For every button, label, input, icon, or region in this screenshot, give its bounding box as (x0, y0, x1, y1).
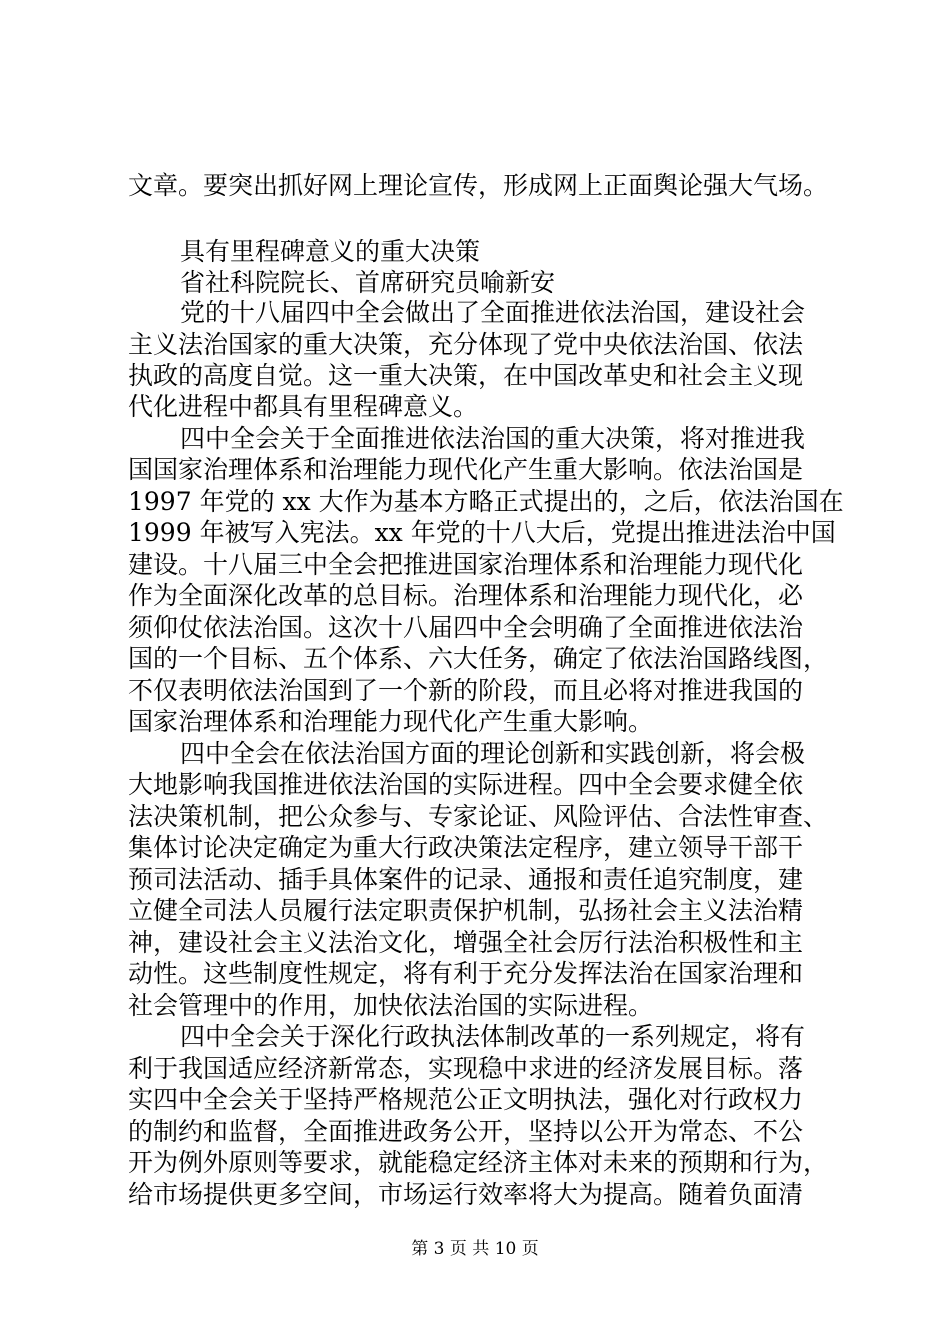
text-line: 四中全会关于全面推进依法治国的重大决策，将对推进我 (180, 424, 806, 453)
text-line: 国的一个目标、五个体系、六大任务，确定了依法治国路线图， (128, 644, 829, 673)
article-title: 具有里程碑意义的重大决策 (180, 237, 481, 266)
text-line: 文章。要突出抓好网上理论宣传，形成网上正面舆论强大气场。 (128, 171, 829, 200)
text-line: 作为全面深化改革的总目标。治理体系和治理能力现代化，必 (128, 581, 804, 610)
page-number-footer: 第 3 页 共 10 页 (411, 1239, 539, 1259)
text-line: 利于我国适应经济新常态，实现稳中求进的经济发展目标。落 (128, 1054, 804, 1083)
text-line: 法决策机制，把公众参与、专家论证、风险评估、合法性审查、 (128, 802, 829, 831)
text-line: 须仰仗依法治国。这次十八届四中全会明确了全面推进依法治 (128, 613, 804, 642)
text-line: 动性。这些制度性规定，将有利于充分发挥法治在国家治理和 (128, 959, 804, 988)
article-author: 省社科院院长、首席研究员喻新安 (180, 268, 556, 297)
text-line: 主义法治国家的重大决策，充分体现了党中央依法治国、依法 (128, 330, 804, 359)
text-line: 不仅表明依法治国到了一个新的阶段，而且必将对推进我国的 (128, 676, 804, 705)
text-line: 四中全会关于深化行政执法体制改革的一系列规定，将有 (180, 1022, 806, 1051)
text-line: 国家治理体系和治理能力现代化产生重大影响。 (128, 707, 654, 736)
text-line: 立健全司法人员履行法定职责保护机制，弘扬社会主义法治精 (128, 896, 804, 925)
text-line: 党的十八届四中全会做出了全面推进依法治国，建设社会 (180, 298, 806, 327)
text-line: 1997 年党的 xx 大作为基本方略正式提出的，之后，依法治国在 (128, 487, 844, 516)
text-line: 集体讨论决定确定为重大行政决策法定程序，建立领导干部干 (128, 833, 804, 862)
text-line: 神，建设社会主义法治文化，增强全社会厉行法治积极性和主 (128, 928, 804, 957)
text-line: 预司法活动、插手具体案件的记录、通报和责任追究制度，建 (128, 865, 804, 894)
text-line: 大地影响我国推进依法治国的实际进程。四中全会要求健全依 (128, 770, 804, 799)
text-line: 1999 年被写入宪法。xx 年党的十八大后，党提出推进法治中国 (128, 518, 836, 547)
text-line: 实四中全会关于坚持严格规范公正文明执法，强化对行政权力 (128, 1085, 804, 1114)
text-line: 执政的高度自觉。这一重大决策，在中国改革史和社会主义现 (128, 361, 804, 390)
text-line: 国国家治理体系和治理能力现代化产生重大影响。依法治国是 (128, 455, 804, 484)
text-line: 四中全会在依法治国方面的理论创新和实践创新，将会极 (180, 739, 806, 768)
text-line: 建设。十八届三中全会把推进国家治理体系和治理能力现代化 (128, 550, 804, 579)
text-line: 的制约和监督，全面推进政务公开，坚持以公开为常态、不公 (128, 1117, 804, 1146)
text-line: 给市场提供更多空间，市场运行效率将大为提高。随着负面清 (128, 1180, 804, 1209)
text-line: 社会管理中的作用，加快依法治国的实际进程。 (128, 991, 654, 1020)
text-line: 开为例外原则等要求，就能稳定经济主体对未来的预期和行为， (128, 1148, 829, 1177)
text-line: 代化进程中都具有里程碑意义。 (128, 392, 479, 421)
